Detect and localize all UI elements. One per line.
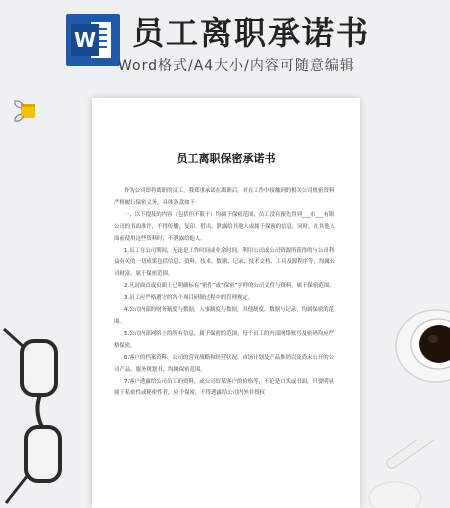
page-title: 员工离职承诺书 (132, 14, 371, 52)
eyeglasses-icon (0, 325, 100, 508)
word-logo-icon (66, 14, 120, 66)
document-page (92, 98, 360, 508)
document-paragraph: 4.公司内部的财务制度与数据，人事制度与数据，其他制度、数据与记录，均属保密的范围。 (114, 307, 334, 325)
document-paragraph: 一、以下提及的内容（包括但不限于）均属于保密范围，员工没有预先得到___市___有限公司的书面准许，不得传播、复印、借出、泄露给其他人或属于保密的信息。同时，在其他人面前使用这些资料时，不泄露给他人。 (114, 211, 336, 242)
document-paragraph: 5.公司内部网络上的所有信息，属于保密的范围；每个员工的内部网络账号及密码均应严格保密。 (114, 330, 334, 349)
binder-clip-icon (12, 98, 36, 124)
document-paragraph: 作为公司即将离职的员工，我郑重承诺在离职后，对在工作中接触到的相关公司机密资料严格履行保密义务，具体条款如下： (114, 188, 335, 206)
document-paragraph: 7.客户透露给公司员工的资料，或公司给某客户的价格等，不论是口头或书面，只要明显属于私密性或秘密性者，应予保密，不得透露给公司内外非授权 (114, 378, 334, 397)
header-banner (0, 0, 450, 90)
document-paragraph: 2.凡封面首或页面上已明确标有“密件”或“保密”字样的公司文件与资料，属于保密范围。 (124, 283, 335, 290)
document-title: 员工离职保密承诺书 (176, 152, 276, 165)
page-subtitle: Word格式/A4大小/内容可随意编辑 (118, 58, 355, 74)
document-paragraph: 3.员工应严格遵守的各个项目研制过程中的管理规定。 (124, 295, 254, 302)
makeup-brush-icon (355, 440, 450, 508)
coffee-cup-icon (386, 296, 450, 396)
word-letter: W (71, 24, 99, 56)
document-body (114, 186, 338, 400)
document-paragraph: 6.客户的档案资料、公司的营业战略和经营状况、市场计划及产品推销以及尚未公开的公司产品、服务规划书，均属保密范围。 (114, 354, 334, 373)
document-paragraph: 1.员工在公司期间，无论是工作时间或业余时间，利用公司或公司资源所获得的与公司利益有关的一切成果包括信息、资料、技术、数据、记录、技术文档、工具及源程序等，均属公司财富，属于保密范围。 (114, 247, 336, 278)
